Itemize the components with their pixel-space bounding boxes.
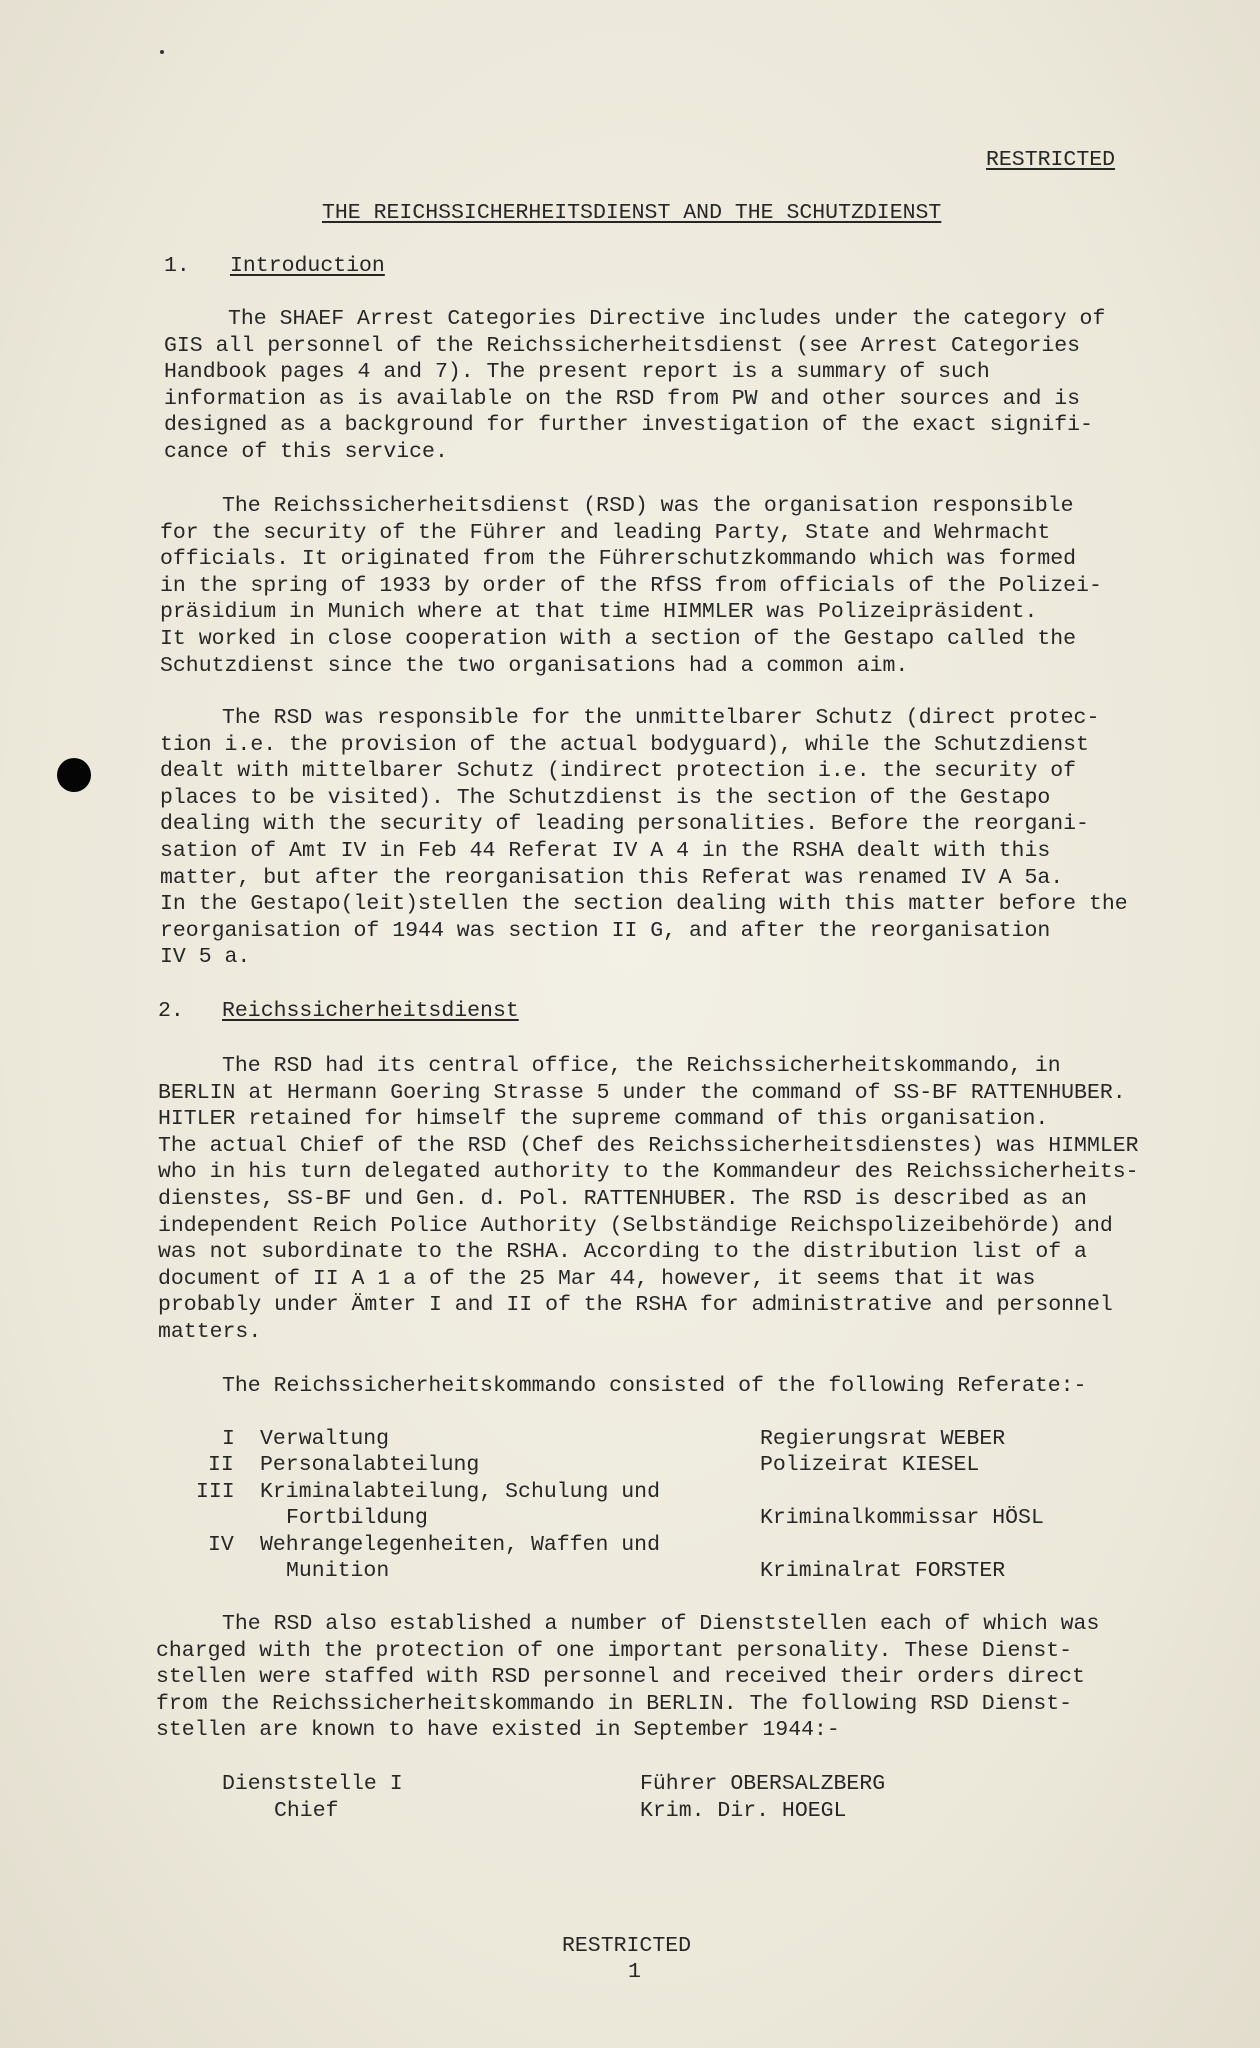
text-line: The RSD was responsible for the unmittelbarer Schutz (direct protec- bbox=[222, 706, 1100, 730]
footer-classification: RESTRICTED bbox=[562, 1934, 692, 1958]
text-line: designed as a background for further investigation of the exact signifi- bbox=[164, 413, 1093, 438]
document-title: THE REICHSSICHERHEITSDIENST AND THE SCHUTZDIENST bbox=[322, 201, 942, 225]
text-line: dealing with the security of leading personalities. Before the reorgani- bbox=[160, 812, 1089, 837]
referat-head: Kriminalkommissar HÖSL bbox=[760, 1506, 1044, 1530]
dienststelle-location: Führer OBERSALZBERG bbox=[640, 1772, 886, 1796]
text-line: in the spring of 1933 by order of the RfSS from officials of the Polizei- bbox=[160, 573, 1102, 598]
text-line: officials. It originated from the Führerschutzkommando which was formed bbox=[160, 547, 1077, 572]
rsd-paragraph-1 bbox=[158, 1053, 1139, 1346]
text-line: präsidium in Munich where at that time HIMMLER was Polizeipräsident. bbox=[160, 600, 1038, 625]
text-line: BERLIN at Hermann Goering Strasse 5 under the command of SS-BF RATTENHUBER. bbox=[158, 1080, 1126, 1105]
referat-num: I bbox=[222, 1427, 235, 1451]
intro-paragraph-2 bbox=[160, 493, 1102, 679]
text-line: reorganisation of 1944 was section II G, and after the reorganisation bbox=[160, 918, 1051, 943]
rsd-paragraph-2 bbox=[156, 1611, 1099, 1744]
text-line: The RSD had its central office, the Reichssicherheitskommando, in bbox=[222, 1054, 1061, 1078]
text-line: matter, but after the reorganisation this Referat was renamed IV A 5a. bbox=[160, 865, 1064, 890]
text-line: It worked in close cooperation with a section of the Gestapo called the bbox=[160, 626, 1077, 651]
text-line: who in his turn delegated authority to the Kommandeur des Reichssicherheits- bbox=[158, 1160, 1139, 1185]
section-2-heading: Reichssicherheitsdienst bbox=[222, 999, 519, 1023]
referat-head: Kriminalrat FORSTER bbox=[760, 1559, 1006, 1583]
section-1-heading: Introduction bbox=[230, 254, 385, 278]
text-line: cance of this service. bbox=[164, 439, 448, 464]
text-line: The actual Chief of the RSD (Chef des Reichssicherheitsdienstes) was HIMMLER bbox=[158, 1133, 1139, 1158]
text-line: stellen were staffed with RSD personnel and received their orders direct bbox=[156, 1665, 1085, 1690]
punch-hole bbox=[57, 758, 91, 792]
header-classification: RESTRICTED bbox=[986, 148, 1116, 172]
referat-num: IV bbox=[208, 1533, 234, 1557]
text-line: was not subordinate to the RSHA. According to the distribution list of a bbox=[158, 1240, 1087, 1265]
referat-head: Regierungsrat WEBER bbox=[760, 1427, 1006, 1451]
intro-paragraph-3 bbox=[160, 705, 1128, 971]
referat-name: Fortbildung bbox=[286, 1506, 428, 1530]
text-line: from the Reichssicherheitskommando in BERLIN. The following RSD Dienst- bbox=[156, 1691, 1073, 1716]
text-line: The SHAEF Arrest Categories Directive includes under the category of bbox=[228, 307, 1106, 331]
referat-num: III bbox=[196, 1480, 235, 1504]
referat-name: Kriminalabteilung, Schulung und bbox=[260, 1480, 660, 1504]
text-line: HITLER retained for himself the supreme command of this organisation. bbox=[158, 1107, 1049, 1132]
text-line: places to be visited). The Schutzdienst is the section of the Gestapo bbox=[160, 785, 1051, 810]
text-line: charged with the protection of one important personality. These Dienst- bbox=[156, 1638, 1073, 1663]
text-line: In the Gestapo(leit)stellen the section dealing with this matter before the bbox=[160, 892, 1128, 917]
text-line: document of II A 1 a of the 25 Mar 44, however, it seems that it was bbox=[158, 1266, 1036, 1291]
text-line: probably under Ämter I and II of the RSHA for administrative and personnel bbox=[158, 1293, 1113, 1318]
text-line: information as is available on the RSD from PW and other sources and is bbox=[164, 386, 1081, 411]
text-line: The Reichssicherheitsdienst (RSD) was the organisation responsible bbox=[222, 494, 1074, 518]
dienststelle-label: Dienststelle I bbox=[222, 1772, 403, 1796]
text-line: stellen are known to have existed in September 1944:- bbox=[156, 1718, 840, 1743]
referat-name: Verwaltung bbox=[260, 1427, 390, 1451]
referat-name: Wehrangelegenheiten, Waffen und bbox=[260, 1533, 660, 1557]
text-line: GIS all personnel of the Reichssicherheitsdienst (see Arrest Categories bbox=[164, 333, 1081, 358]
text-line: dienstes, SS-BF und Gen. d. Pol. RATTENHUBER. The RSD is described as an bbox=[158, 1186, 1087, 1211]
referat-name: Personalabteilung bbox=[260, 1453, 480, 1477]
speck bbox=[160, 50, 164, 54]
text-line: for the security of the Führer and leading Party, State and Wehrmacht bbox=[160, 520, 1051, 545]
referat-num: II bbox=[208, 1453, 234, 1477]
dienststelle-chief-label: Chief bbox=[274, 1799, 339, 1823]
text-line: matters. bbox=[158, 1319, 262, 1344]
section-1-number: 1. bbox=[164, 254, 190, 278]
text-line: IV 5 a. bbox=[160, 945, 251, 970]
referat-head: Polizeirat KIESEL bbox=[760, 1453, 980, 1477]
text-line: tion i.e. the provision of the actual bodyguard), while the Schutzdienst bbox=[160, 732, 1089, 757]
page-number: 1 bbox=[628, 1960, 641, 1984]
text-line: The RSD also established a number of Dienststellen each of which was bbox=[222, 1612, 1100, 1636]
referat-name: Munition bbox=[286, 1559, 390, 1583]
text-line: Handbook pages 4 and 7). The present report is a summary of such bbox=[164, 360, 990, 385]
text-line: sation of Amt IV in Feb 44 Referat IV A 4 in the RSHA dealt with this bbox=[160, 838, 1051, 863]
text-line: independent Reich Police Authority (Selbständige Reichspolizeibehörde) and bbox=[158, 1213, 1113, 1238]
intro-paragraph-1 bbox=[164, 306, 1105, 466]
dienststelle-chief: Krim. Dir. HOEGL bbox=[640, 1799, 847, 1823]
text-line: Schutzdienst since the two organisations had a common aim. bbox=[160, 653, 909, 678]
text-line: dealt with mittelbarer Schutz (indirect protection i.e. the security of bbox=[160, 759, 1077, 784]
section-2-number: 2. bbox=[158, 999, 184, 1023]
referate-intro: The Reichssicherheitskommando consisted of the following Referate:- bbox=[222, 1374, 1087, 1398]
